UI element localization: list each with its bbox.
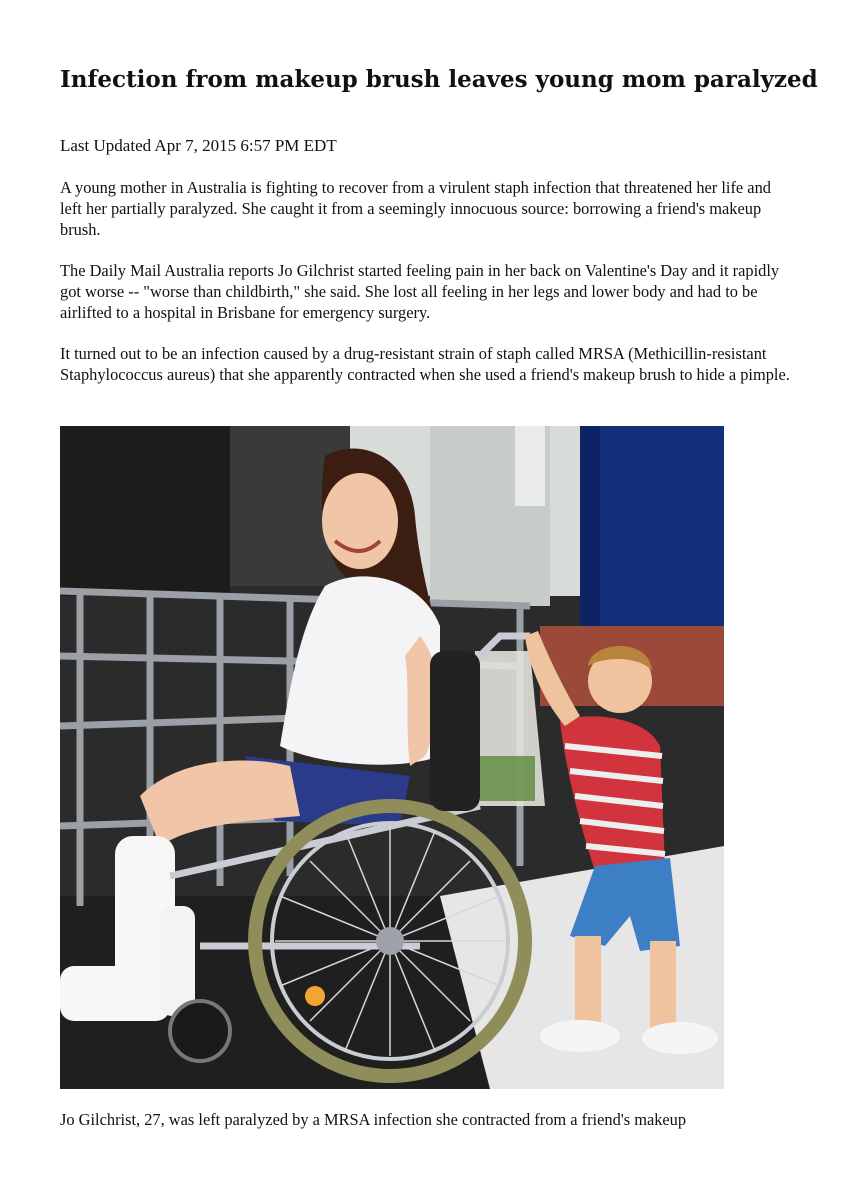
article-paragraph-2: The Daily Mail Australia reports Jo Gilchrist started feeling pain in her back on Valentine's Day and it rapidly got worse -- "worse than childbirth," she said. She lost all feeling in her legs and lower body and had to be airlifted to a hospital in Brisbane for emergency surgery. <box>60 261 780 322</box>
photo-caption: Jo Gilchrist, 27, was left paralyzed by a MRSA infection she contracted from a friend's makeup <box>60 1110 687 1129</box>
headline: Infection from makeup brush leaves young mom paralyzed <box>60 66 818 93</box>
article-photo <box>60 426 724 1089</box>
photo-illustration <box>60 426 724 1089</box>
last-updated-timestamp: Last Updated Apr 7, 2015 6:57 PM EDT <box>60 136 337 155</box>
article-paragraph-3: It turned out to be an infection caused by a drug-resistant strain of staph called MRSA (Methicillin-resistant Staphylococcus aureus) that she apparently contracted when she used a friend's makeup brush to hide a pimple. <box>60 344 790 384</box>
article-paragraph-1: A young mother in Australia is fighting to recover from a virulent staph infection that threatened her life and left her partially paralyzed. She caught it from a seemingly innocuous source: borrowing a friend's makeup brush. <box>60 178 771 239</box>
